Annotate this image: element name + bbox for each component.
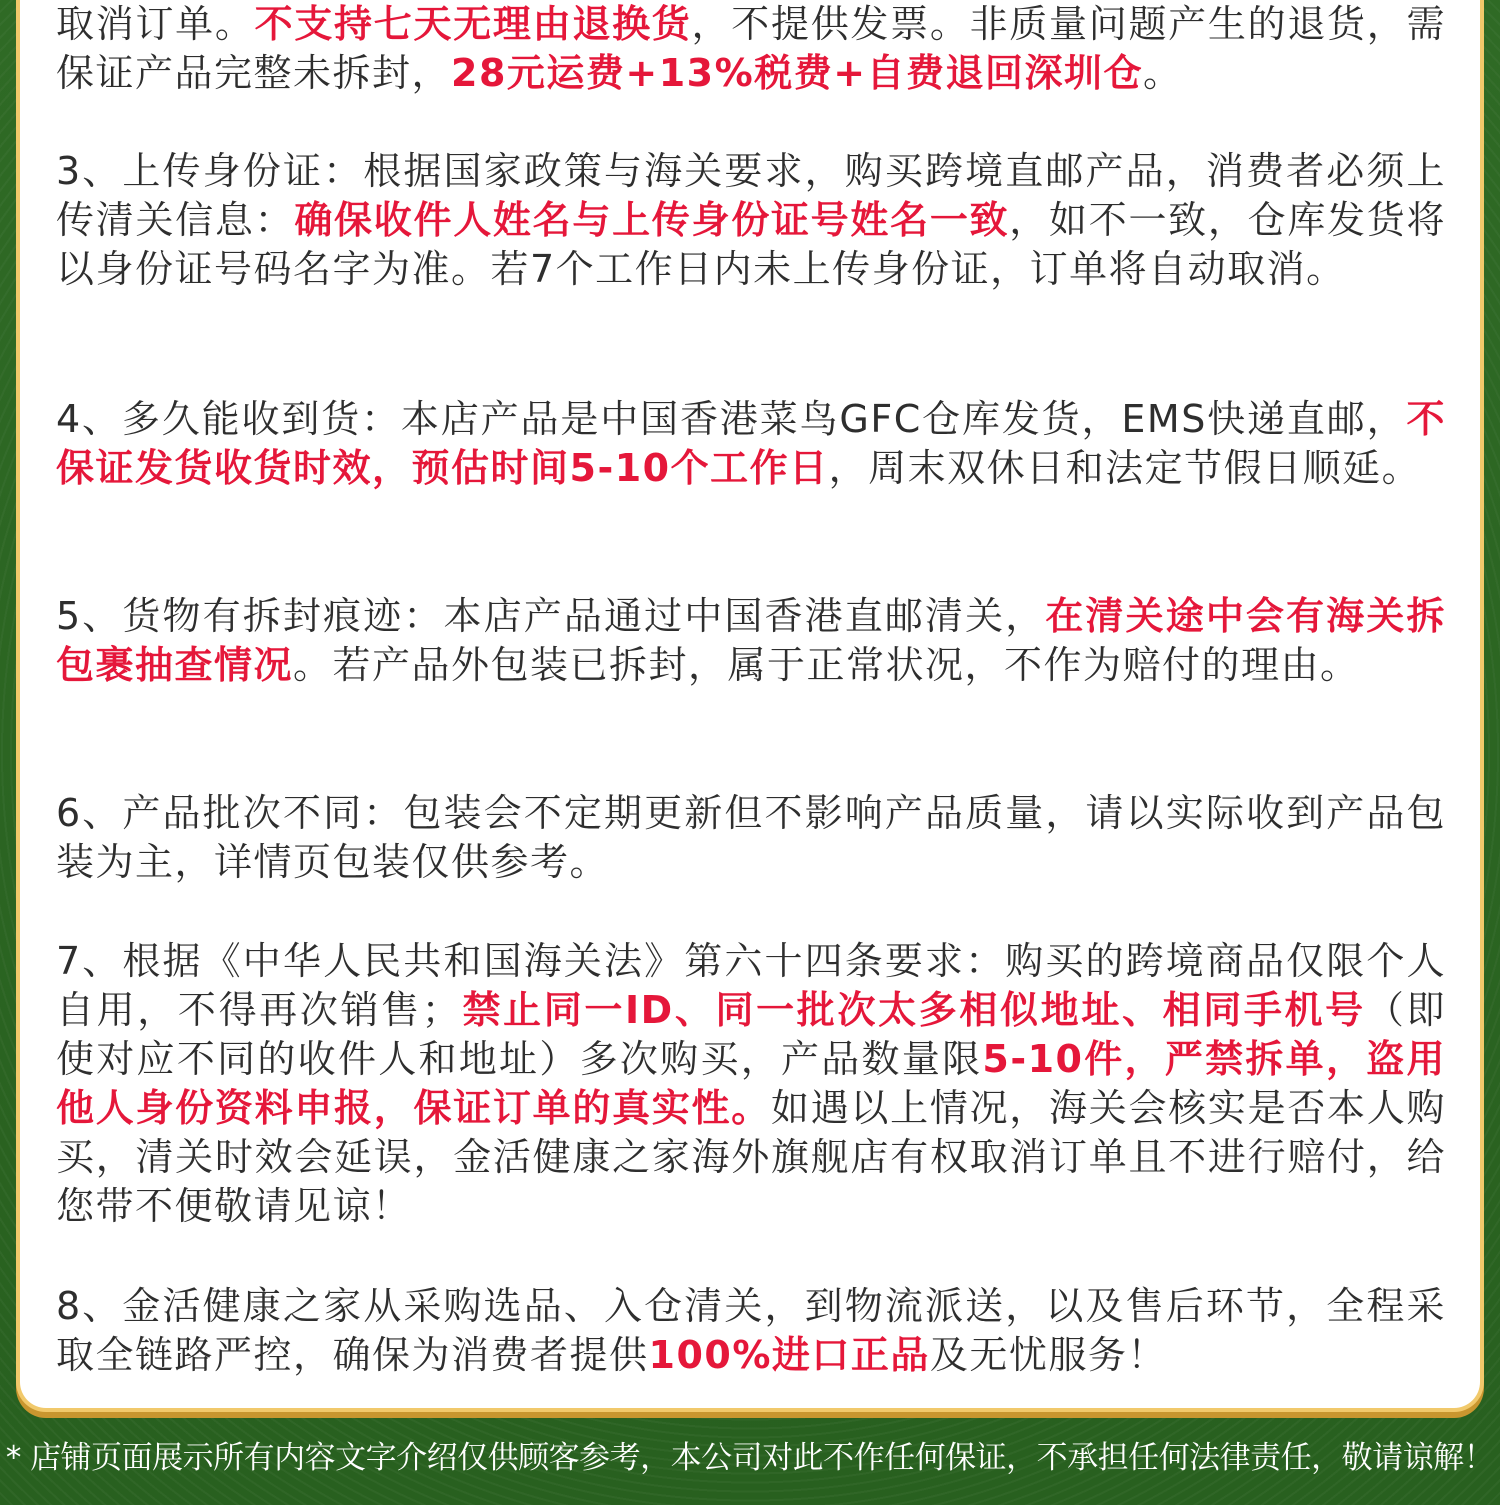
highlight-text: 禁止同一ID、同一批次太多相似地址、相同手机号	[461, 988, 1366, 1032]
body-text: 。	[1143, 51, 1183, 95]
paragraph-product-batch	[56, 789, 1446, 887]
highlight-text: 不支持七天无理由退换货	[254, 2, 692, 46]
body-text: 8、金活健康之家从采购选品、入仓清关，到物流派送，以及售后环节，全程采取全链路严控，确保为消费者提供	[56, 1284, 1446, 1377]
paragraph-return-policy	[56, 0, 1446, 98]
highlight-text: 在清关途中会有海关拆包裹抽查情况	[56, 594, 1446, 687]
body-text: 3、上传身份证：根据国家政策与海关要求，购买跨境直邮产品，消费者必须上传清关信息：	[56, 149, 1446, 242]
body-text: 及无忧服务！	[929, 1333, 1167, 1377]
highlight-text: 5-10件，严禁拆单，盗用他人身份资料申报，保证订单的真实性。	[56, 1037, 1447, 1130]
body-text: 4、多久能收到货：本店产品是中国香港菜鸟GFC仓库发货，EMS快递直邮，	[56, 397, 1407, 441]
body-text: ，周末双休日和法定节假日顺延。	[828, 446, 1422, 490]
body-text: 5、货物有拆封痕迹：本店产品通过中国香港直邮清关，	[56, 594, 1046, 638]
body-text: 6、产品批次不同：包装会不定期更新但不影响产品质量，请以实际收到产品包装为主，详情页包装仅供参考。	[56, 791, 1446, 884]
paragraph-id-upload	[56, 147, 1446, 294]
footer-disclaimer: * 店铺页面展示所有内容文字介绍仅供顾客参考，本公司对此不作任何保证，不承担任何法律责任，敬请谅解！	[5, 1440, 1495, 1476]
highlight-text: 100%进口正品	[648, 1333, 930, 1377]
paragraph-quality-control	[56, 1282, 1446, 1380]
highlight-text: 28元运费+13%税费+自费退回深圳仓	[451, 51, 1144, 95]
paragraph-delivery-time	[56, 395, 1446, 493]
body-text: ，不提供发票。非质量问题产生的退货，需保证产品完整未拆封，	[56, 2, 1446, 95]
paragraph-customs-law	[56, 937, 1446, 1231]
highlight-text: 不保证发货收货时效，预估时间5-10个工作日	[56, 397, 1446, 490]
body-text: 如遇以上情况，海关会核实是否本人购买，清关时效会延误，金活健康之家海外旗舰店有权取消订单且不进行赔付，给您带不便敬请见谅！	[56, 1086, 1446, 1228]
body-text: 。若产品外包装已拆封，属于正常状况，不作为赔付的理由。	[293, 643, 1360, 687]
body-text: （即使对应不同的收件人和地址）多次购买，产品数量限	[56, 988, 1446, 1081]
highlight-text: 确保收件人姓名与上传身份证号姓名一致	[294, 198, 1010, 242]
body-text: ，如不一致，仓库发货将以身份证号码名字为准。若7个工作日内未上传身份证，订单将自动取消。	[56, 198, 1446, 291]
paragraph-unsealed-package	[56, 592, 1446, 690]
body-text: 7、根据《中华人民共和国海关法》第六十四条要求：购买的跨境商品仅限个人自用，不得再次销售；	[56, 939, 1446, 1032]
body-text: 取消订单。	[56, 2, 255, 46]
